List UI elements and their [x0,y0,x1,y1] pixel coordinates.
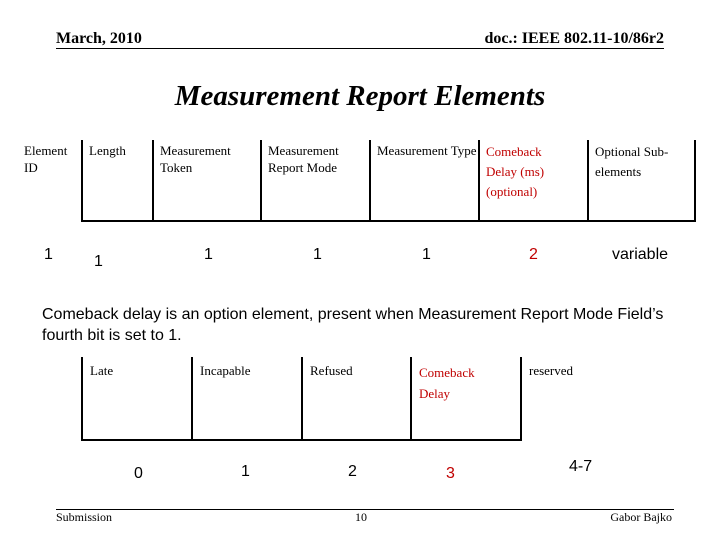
field-label-optional-subelements: Optional Sub-elements [595,144,669,179]
bit-index-late: 0 [134,465,143,482]
bit-index-incapable: 1 [241,463,250,480]
bit-label-late: Late [90,363,114,378]
field-size-optional-subelements: variable [612,246,669,263]
header-rule [56,48,664,49]
field-label-element-id: Element ID [24,143,68,175]
field-label-measurement-token: Measurement Token [160,143,231,175]
field-size-length: 1 [94,253,103,270]
bit-index-reserved: 4-7 [569,458,593,475]
field-size-element-id: 1 [44,246,53,263]
table1-divider [694,140,696,222]
bit-index-comeback-delay: 3 [446,465,455,482]
slide-title: Measurement Report Elements [174,80,546,112]
comeback-delay-note: Comeback delay is an option element, present when Measurement Report Mode Field’s fourth bit is set to 1. [42,306,664,344]
bit-label-refused: Refused [310,363,353,378]
header-date: March, 2010 [56,30,142,47]
table2-divider [410,357,412,441]
footer-page-number: 10 [355,510,367,524]
table2-divider [191,357,193,441]
field-label-comeback-delay: Comeback Delay (ms) (optional) [486,144,545,199]
table2-divider [301,357,303,441]
field-size-measurement-token: 1 [204,246,213,263]
field-label-report-mode: Measurement Report Mode [268,143,339,175]
bit-label-incapable: Incapable [200,363,251,378]
table2-divider [520,357,522,441]
field-size-report-mode: 1 [313,246,322,263]
field-size-comeback-delay: 2 [529,246,538,263]
table1-bottom-border [81,220,696,222]
footer-author: Gabor Bajko [610,510,672,524]
bit-label-reserved: reserved [529,363,574,378]
field-label-measurement-type: Measurement Type [377,143,477,158]
field-label-length: Length [89,143,126,158]
table2-bottom-border [81,439,522,441]
table2-divider [81,357,83,441]
header-doc-id: doc.: IEEE 802.11-10/86r2 [484,30,664,47]
field-size-measurement-type: 1 [422,246,431,263]
footer-submission: Submission [56,510,113,524]
bit-index-refused: 2 [348,463,357,480]
bit-label-comeback-delay: Comeback Delay [419,365,475,401]
